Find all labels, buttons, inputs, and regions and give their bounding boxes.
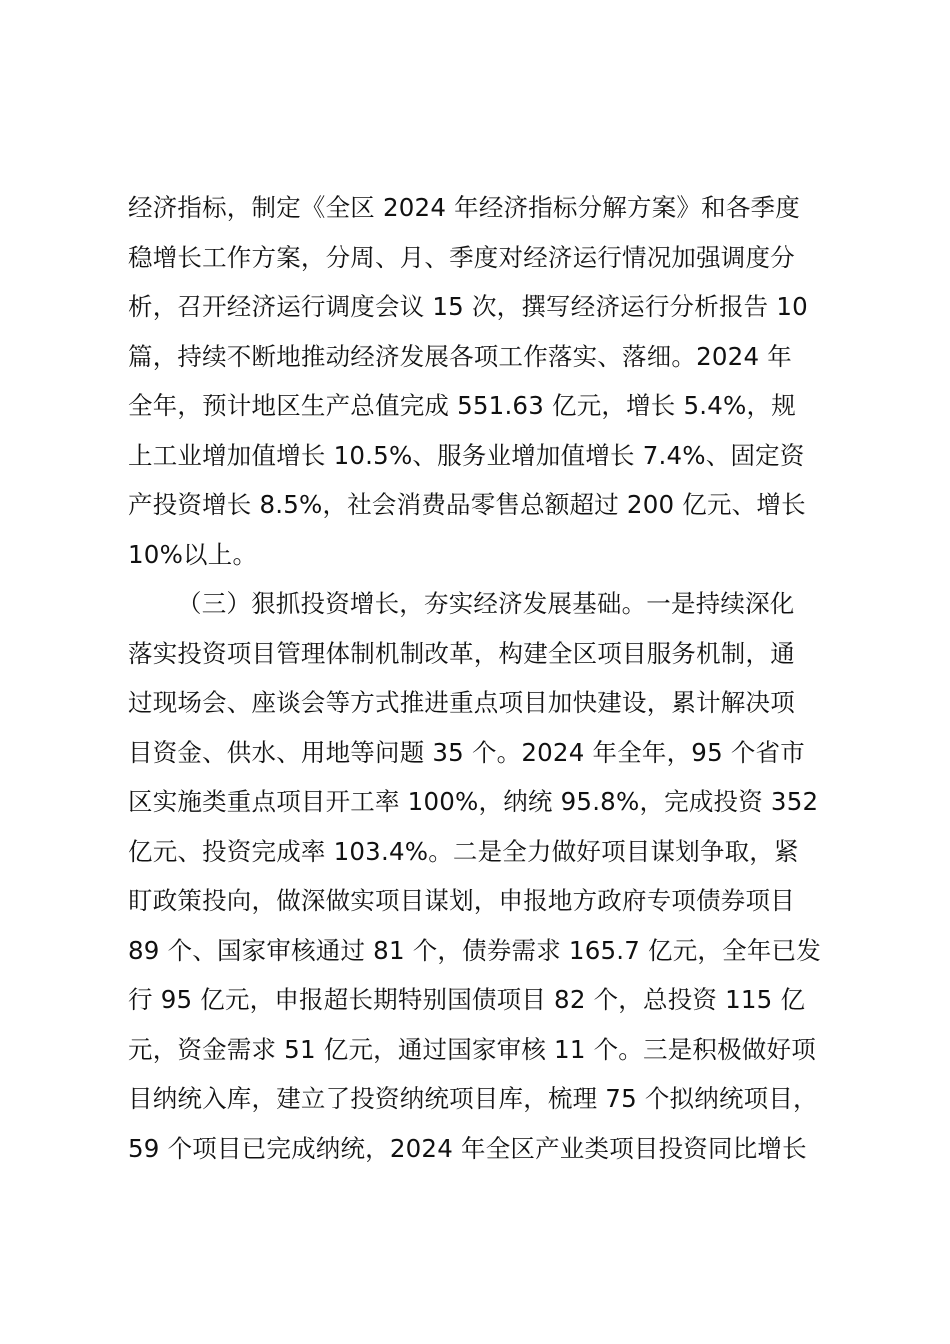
text-line-3: 析，召开经济运行调度会议 15 次，撰写经济运行分析报告 10 (128, 292, 808, 321)
text-line-2: 稳增长工作方案，分周、月、季度对经济运行情况加强调度分 (128, 242, 795, 272)
text-line-16: 89 个、国家审核通过 81 个，债券需求 165.7 亿元，全年已发 (128, 935, 821, 965)
text-line-15: 盯政策投向，做深做实项目谋划，申报地方政府专项债券项目 (128, 886, 795, 915)
text-line-14: 亿元、投资完成率 103.4%。二是全力做好项目谋划争取，紧 (128, 836, 799, 866)
text-line-19: 目纳统入库，建立了投资纳统项目库，梳理 75 个拟纳统项目， (128, 1084, 818, 1113)
text-line-6: 上工业增加值增长 10.5%、服务业增加值增长 7.4%、固定资 (128, 440, 805, 470)
text-line-8: 10%以上。 (128, 539, 258, 569)
text-line-17: 行 95 亿元，申报超长期特别国债项目 82 个，总投资 115 亿 (128, 985, 806, 1014)
text-line-5: 全年，预计地区生产总值完成 551.63 亿元，增长 5.4%，规 (128, 391, 796, 420)
text-line-18: 元，资金需求 51 亿元，通过国家审核 11 个。三是积极做好项 (128, 1034, 816, 1064)
text-line-7: 产投资增长 8.5%，社会消费品零售总额超过 200 亿元、增长 (128, 490, 806, 519)
text-line-20: 59 个项目已完成纳统，2024 年全区产业类项目投资同比增长 (128, 1133, 807, 1163)
text-line-12: 目资金、供水、用地等问题 35 个。2024 年全年，95 个省市 (128, 737, 805, 767)
text-line-9-section-heading: （三）狠抓投资增长，夯实经济发展基础。一是持续深化 (177, 589, 795, 618)
text-line-11: 过现场会、座谈会等方式推进重点项目加快建设，累计解决项 (128, 688, 795, 717)
text-line-1: 经济指标，制定《全区 2024 年经济指标分解方案》和各季度 (128, 193, 800, 222)
text-line-4: 篇，持续不断地推动经济发展各项工作落实、落细。2024 年 (128, 341, 792, 371)
text-line-13: 区实施类重点项目开工率 100%，纳统 95.8%，完成投资 352 (128, 787, 819, 816)
body-text (128, 183, 848, 1173)
text-line-10: 落实投资项目管理体制机制改革，构建全区项目服务机制，通 (128, 638, 795, 668)
